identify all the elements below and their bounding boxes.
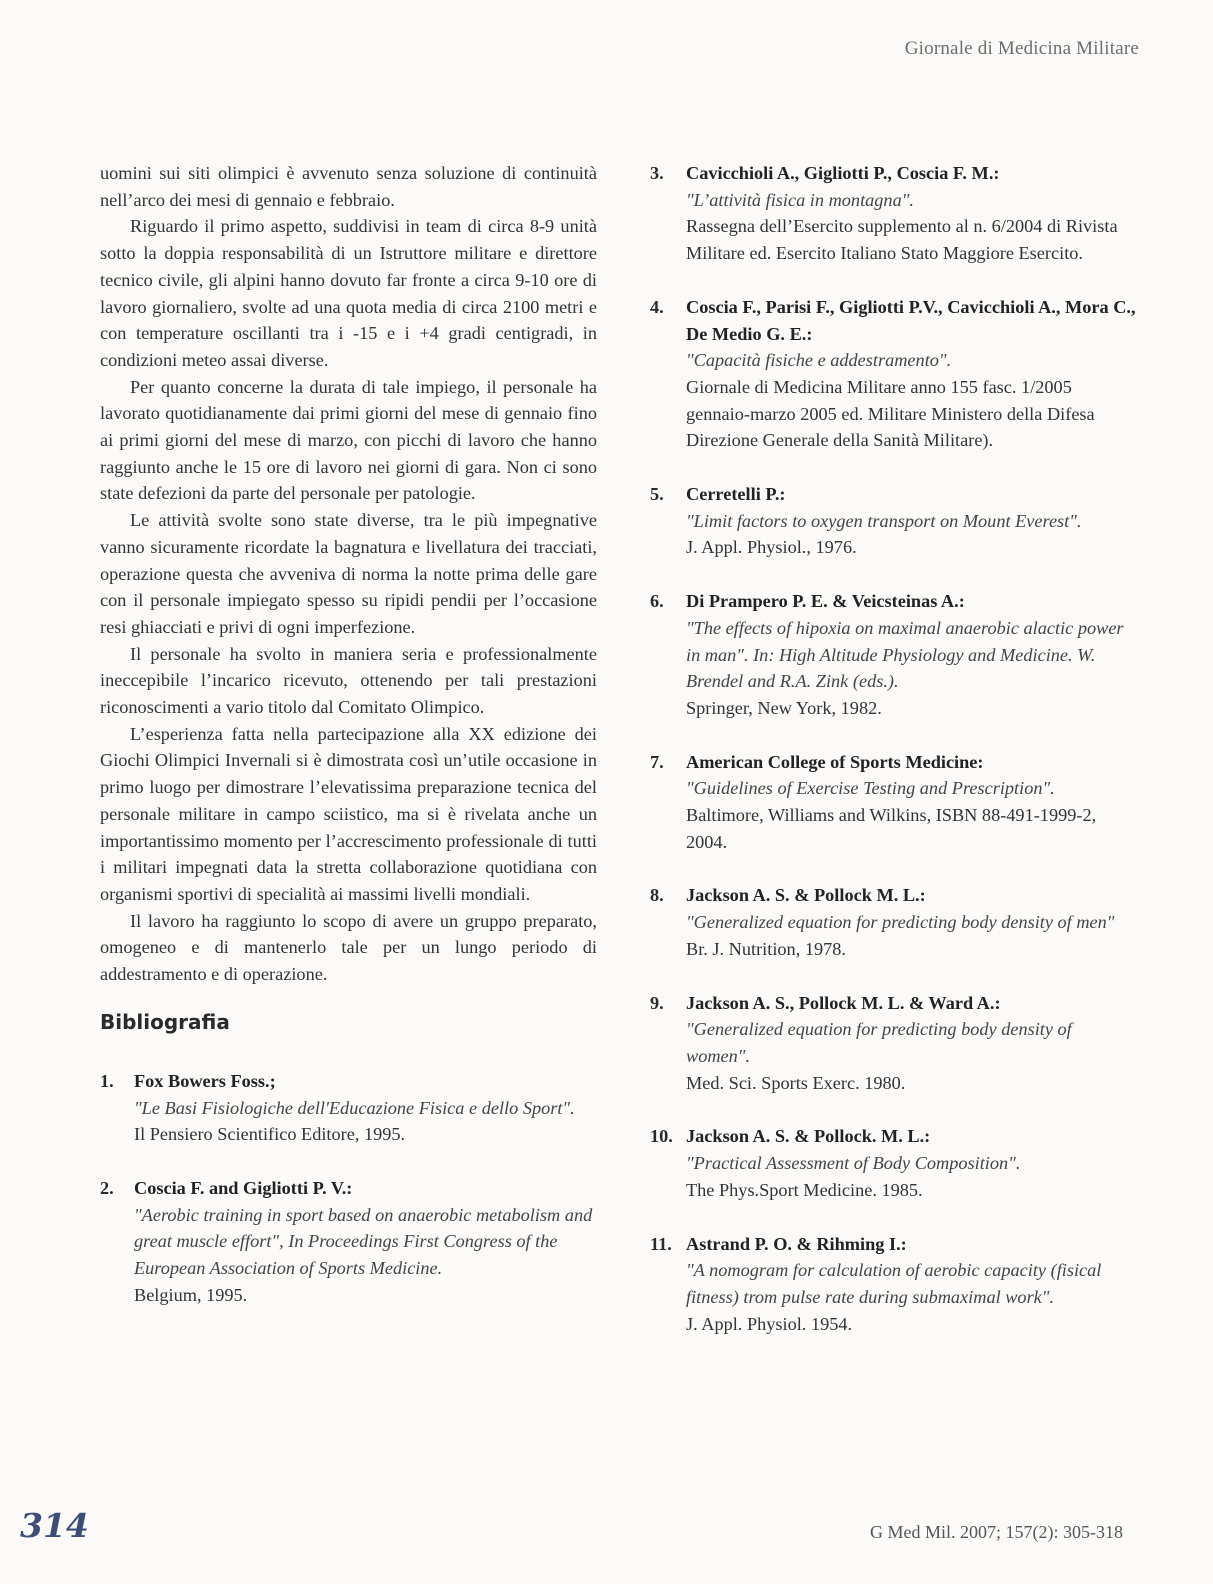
- reference-title: "Limit factors to oxygen transport on Mount Everest".: [686, 510, 1082, 531]
- body-paragraph: uomini sui siti olimpici è avvenuto senza soluzione di continuità nell’arco dei mesi di gennaio e febbraio.: [100, 163, 597, 210]
- reference-title: "Capacità fisiche e addestramento".: [686, 350, 952, 371]
- reference-item: [650, 481, 1140, 561]
- reference-source: The Phys.Sport Medicine. 1985.: [686, 1179, 923, 1200]
- reference-authors: Cerretelli P.:: [686, 484, 786, 505]
- reference-item: [650, 1123, 1140, 1203]
- reference-number: 4.: [650, 296, 664, 317]
- body-paragraph: Le attività svolte sono state diverse, tra le più impegnative vanno sicuramente ricordate la bagnatura e livellatura dei tracciati, operazione questa che avveniva di norma la notte prima delle gare con il personale impiegato spesso su ripidi pendii per l’occasione resi ghiacciati e privi di ogni imperfezione.: [100, 510, 597, 637]
- reference-title: "Generalized equation for predicting body density of women".: [686, 1019, 1072, 1066]
- reference-item: [650, 1231, 1140, 1338]
- reference-source: Med. Sci. Sports Exerc. 1980.: [686, 1072, 906, 1093]
- reference-number: 1.: [100, 1070, 114, 1091]
- reference-number: 9.: [650, 992, 664, 1013]
- reference-number: 6.: [650, 591, 664, 612]
- reference-source: Giornale di Medicina Militare anno 155 fasc. 1/2005 gennaio-marzo 2005 ed. Militare Ministero della Difesa Direzione Generale della Sanità Militare).: [686, 376, 1095, 451]
- reference-number: 3.: [650, 163, 664, 183]
- body-paragraph: L’esperienza fatta nella partecipazione alla XX edizione dei Giochi Olimpici Invernali si è dimostrata così un’utile occasione in primo luogo per dimostrare l’elevatissima preparazione tecnica del personale militare in campo sciistico, ma si è rivelata anche un importantissimo momento per l’accrescimento professionale di tutti i militari impegnati data la stretta collaborazione quotidiana con organismi sportivi di specialità ai massimi livelli mondiali.: [100, 723, 597, 904]
- reference-title: "L’attività fisica in montagna".: [686, 189, 914, 210]
- reference-source: Il Pensiero Scientifico Editore, 1995.: [134, 1124, 406, 1145]
- reference-number: 11.: [650, 1233, 672, 1254]
- reference-item: [650, 588, 1140, 722]
- reference-number: 8.: [650, 885, 664, 906]
- reference-authors: Jackson A. S., Pollock M. L. & Ward A.:: [686, 992, 1001, 1013]
- reference-title: "A nomogram for calculation of aerobic capacity (fisical fitness) trom pulse rate during submaximal work".: [686, 1260, 1102, 1307]
- reference-title: "The effects of hipoxia on maximal anaerobic alactic power in man". In: High Altitude Physiology and Medicine. W. Brendel and R.A. Zink (eds.).: [686, 617, 1124, 692]
- left-column: [100, 160, 597, 1335]
- reference-authors: American College of Sports Medicine:: [686, 751, 984, 772]
- bibliography-heading: Bibliografia: [100, 1009, 230, 1034]
- reference-authors: Di Prampero P. E. & Veicsteinas A.:: [686, 591, 965, 612]
- reference-title: "Generalized equation for predicting body density of men": [686, 912, 1115, 933]
- reference-authors: Coscia F. and Gigliotti P. V.:: [134, 1177, 353, 1198]
- page-number: 314: [20, 1506, 89, 1545]
- reference-item: [650, 294, 1140, 454]
- reference-authors: Jackson A. S. & Pollock M. L.:: [686, 885, 926, 906]
- reference-number: 10.: [650, 1126, 673, 1147]
- right-column: [650, 160, 1140, 1364]
- reference-number: 5.: [650, 484, 664, 505]
- reference-title: "Guidelines of Exercise Testing and Prescription".: [686, 778, 1055, 799]
- reference-number: 7.: [650, 751, 664, 772]
- reference-item: [100, 1068, 597, 1148]
- reference-source: Baltimore, Williams and Wilkins, ISBN 88-491-1999-2, 2004.: [686, 805, 1097, 852]
- reference-item: [650, 990, 1140, 1097]
- journal-citation: G Med Mil. 2007; 157(2): 305-318: [870, 1522, 1123, 1542]
- reference-source: J. Appl. Physiol., 1976.: [686, 537, 857, 558]
- reference-title: "Practical Assessment of Body Composition".: [686, 1153, 1021, 1174]
- reference-number: 2.: [100, 1177, 114, 1198]
- reference-authors: Astrand P. O. & Rihming I.:: [686, 1233, 907, 1254]
- reference-authors: Coscia F., Parisi F., Gigliotti P.V., Cavicchioli A., Mora C., De Medio G. E.:: [686, 296, 1136, 344]
- reference-source: Br. J. Nutrition, 1978.: [686, 938, 846, 959]
- body-paragraph: Riguardo il primo aspetto, suddivisi in team di circa 8-9 unità sotto la doppia responsabilità di un Istruttore militare e direttore tecnico civile, gli alpini hanno dovuto far fronte a circa 9-10 ore di lavoro giornaliero, svolte ad una quota media di circa 2100 metri e con temperature oscillanti tra i -15 e i +4 gradi centigradi, in condizioni meteo assai diverse.: [100, 216, 597, 370]
- reference-source: Belgium, 1995.: [134, 1284, 248, 1305]
- body-paragraph: Il lavoro ha raggiunto lo scopo di avere un gruppo preparato, omogeneo e di mantenerlo tale per un lungo periodo di addestramento e di operazione.: [100, 910, 597, 985]
- running-head-journal-title: Giornale di Medicina Militare: [904, 38, 1139, 59]
- reference-source: Rassegna dell’Esercito supplemento al n. 6/2004 di Rivista Militare ed. Esercito Italiano Stato Maggiore Esercito.: [686, 216, 1118, 264]
- reference-title: "Aerobic training in sport based on anaerobic metabolism and great muscle effort", In Proceedings First Congress of the European Association of Sports Medicine.: [134, 1204, 593, 1279]
- reference-title: "Le Basi Fisiologiche dell'Educazione Fisica e dello Sport".: [134, 1097, 575, 1118]
- reference-item: [650, 882, 1140, 962]
- reference-authors: Jackson A. S. & Pollock. M. L.:: [686, 1126, 931, 1147]
- reference-item: [650, 160, 1140, 267]
- body-paragraph: Per quanto concerne la durata di tale impiego, il personale ha lavorato quotidianamente dai primi giorni del mese di gennaio fino ai primi giorni del mese di marzo, con picchi di lavoro che hanno raggiunto anche le 15 ore di lavoro nei giorni di gara. Non ci sono state defezioni da parte del personale per patologie.: [100, 376, 597, 504]
- body-paragraph: Il personale ha svolto in maniera seria e professionalmente ineccepibile l’incarico ricevuto, ottenendo per tali prestazioni riconoscimenti a vario titolo dal Comitato Olimpico.: [100, 643, 597, 718]
- reference-authors: Cavicchioli A., Gigliotti P., Coscia F. M.:: [686, 163, 1000, 183]
- reference-authors: Fox Bowers Foss.;: [134, 1070, 276, 1091]
- reference-source: J. Appl. Physiol. 1954.: [686, 1313, 853, 1334]
- reference-item: [650, 749, 1140, 856]
- reference-item: [100, 1175, 597, 1309]
- reference-source: Springer, New York, 1982.: [686, 697, 882, 718]
